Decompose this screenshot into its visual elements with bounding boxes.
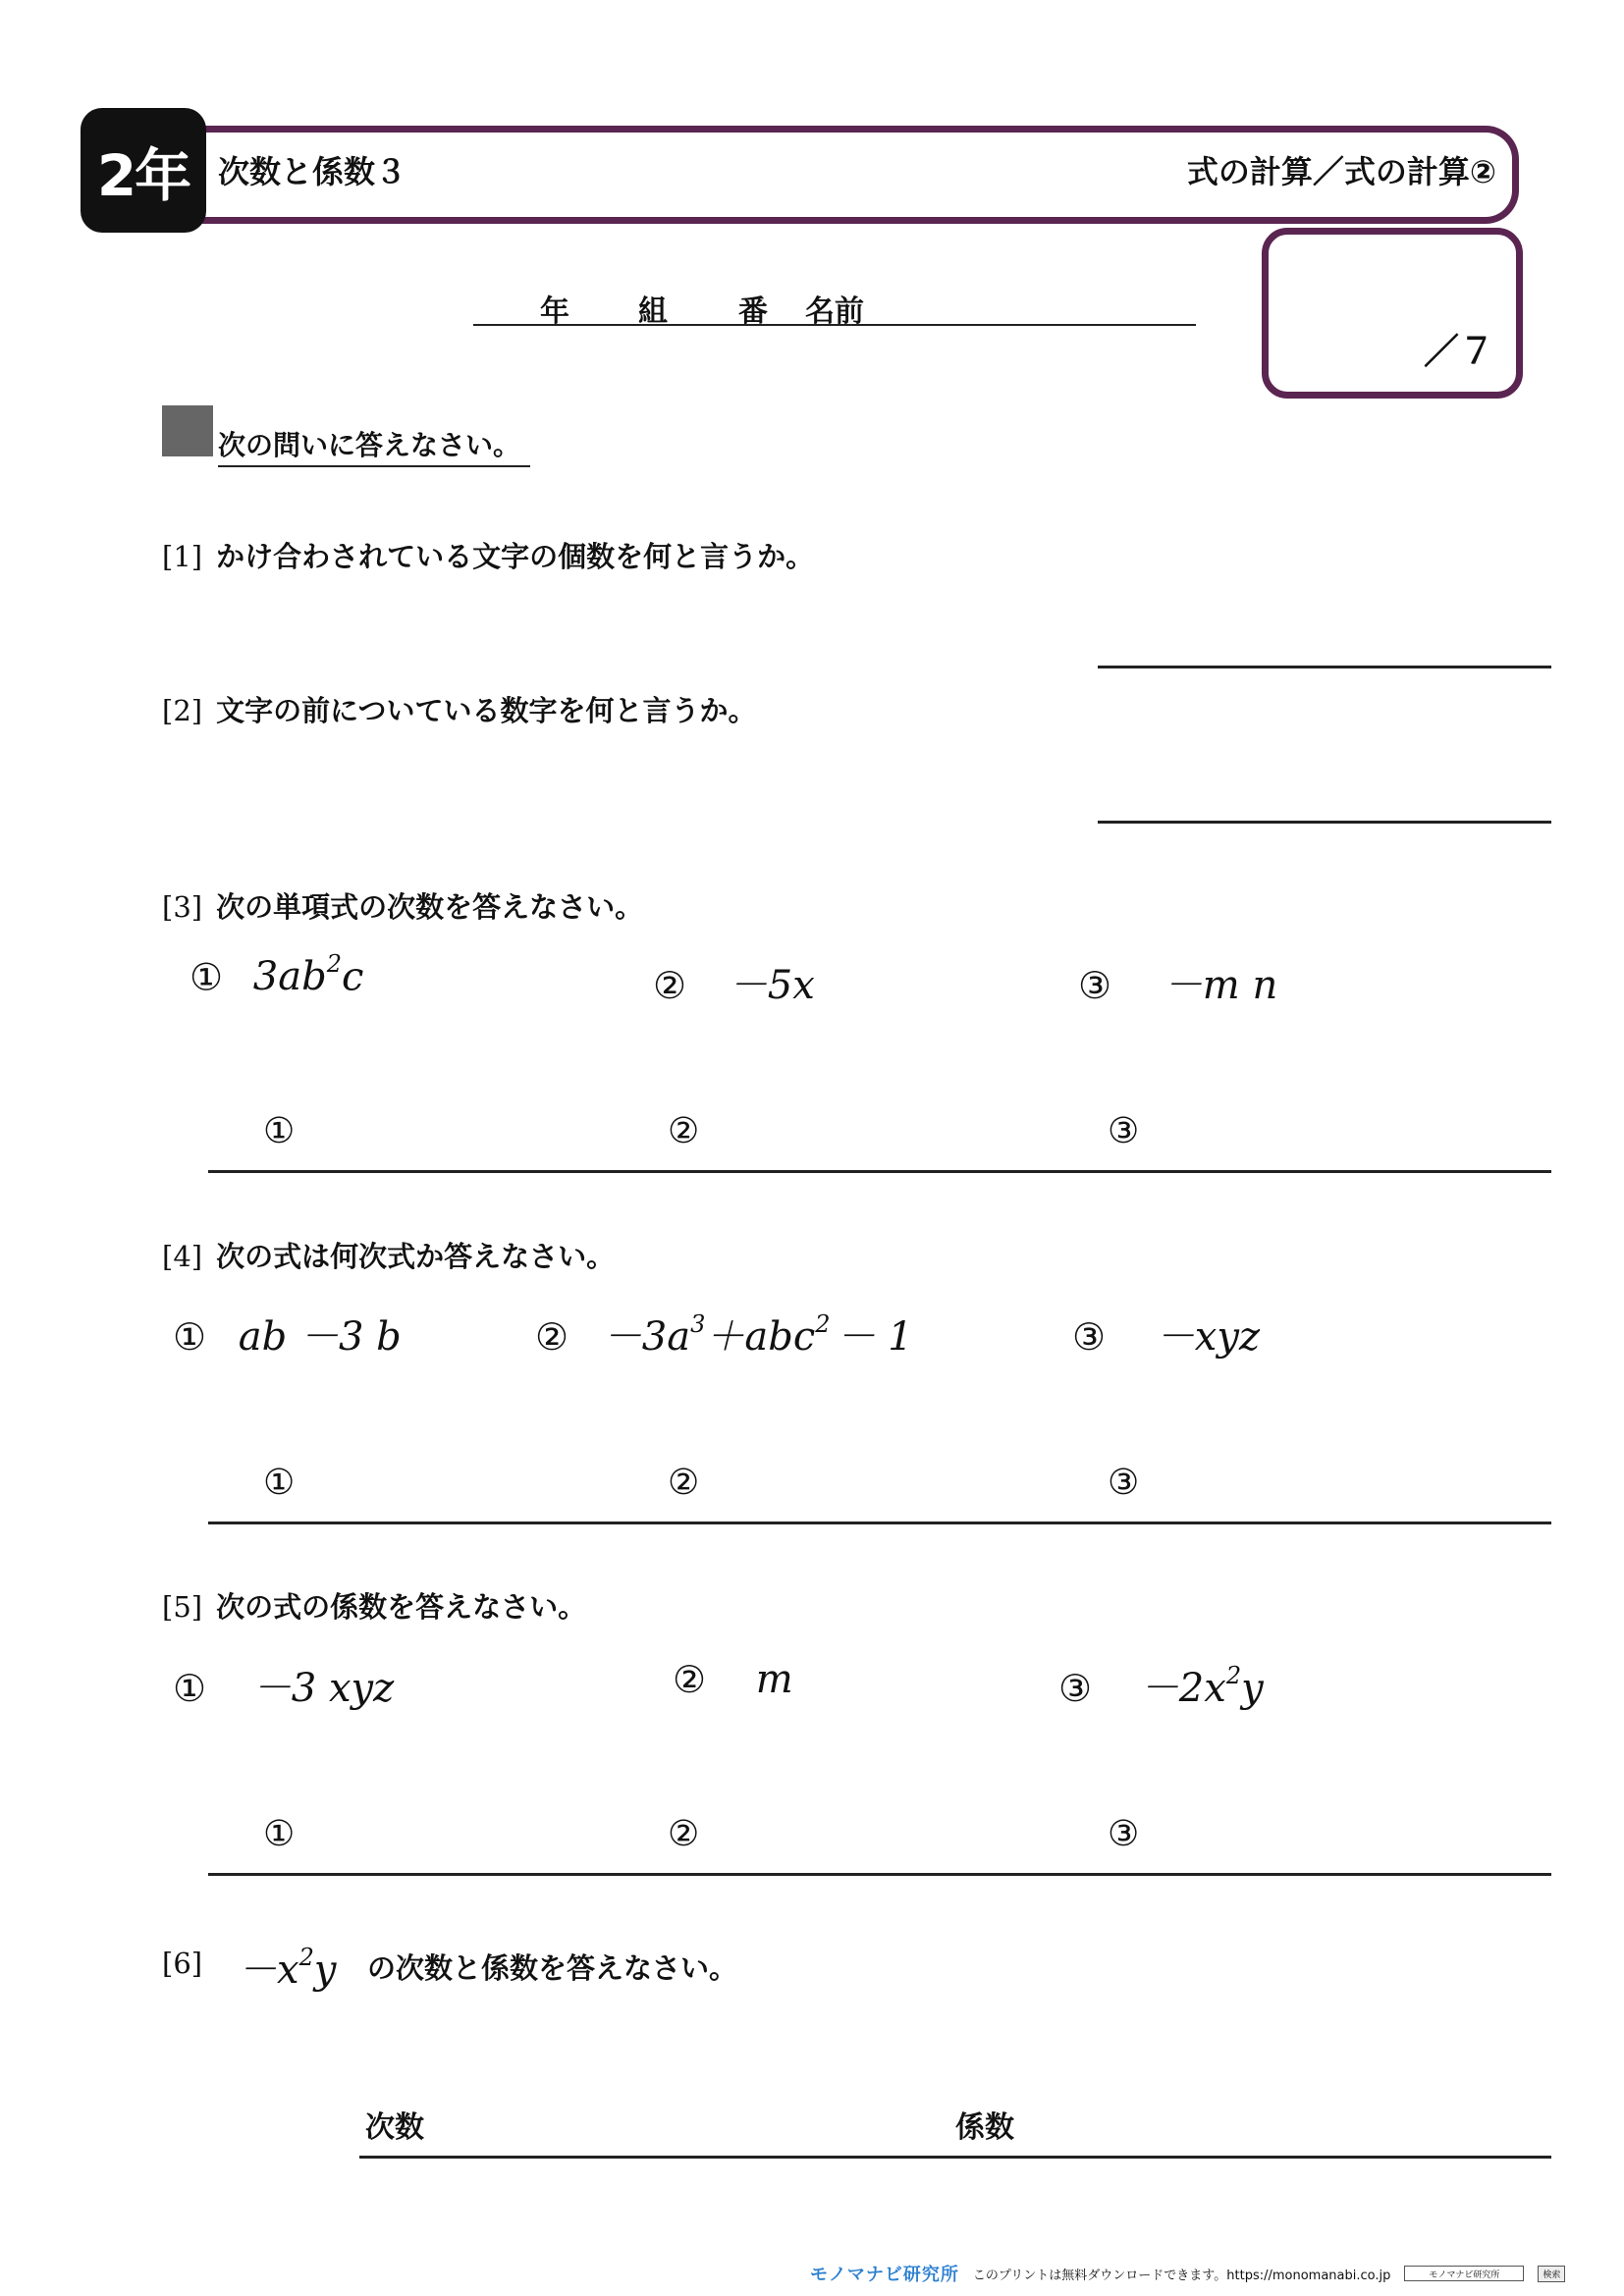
expression-3-2: ② －5x [653, 963, 815, 1008]
answer-label-5-2: ② [668, 1814, 700, 1854]
question-5 [162, 1585, 586, 1626]
name-line [473, 285, 1196, 329]
expression-6: $-x^2y$ [238, 1943, 337, 1993]
question-6 [162, 1947, 216, 1980]
footer-text[interactable]: このプリントは無料ダウンロードできます。https://monomanabi.co.jp [972, 2268, 1391, 2283]
answer-line-3[interactable] [208, 1170, 1551, 1173]
question-number: [6] [162, 1947, 203, 1980]
question-number: [4] [162, 1240, 203, 1273]
question-6-text: の次数と係数を答えなさい。 [367, 1951, 738, 1985]
grade-label: 2年 [96, 141, 190, 209]
expression-5-3: ③ $-2x^2y$ [1058, 1661, 1264, 1711]
answer-label-3-2: ② [668, 1111, 700, 1151]
answer-label-5-1: ① [263, 1814, 296, 1854]
footer [810, 2261, 1565, 2286]
instruction-marker [162, 405, 213, 456]
expression-4-3: ③ －xyz [1072, 1314, 1261, 1360]
answer-line-6[interactable] [359, 2156, 1551, 2159]
answer-label-5-3: ③ [1108, 1814, 1140, 1854]
score-box [1262, 228, 1523, 399]
class-label: 組 [638, 294, 668, 329]
answer-label-3-1: ① [263, 1111, 296, 1151]
answer-line-5[interactable] [208, 1873, 1551, 1876]
question-3 [162, 885, 643, 926]
search-button[interactable]: 検索 [1538, 2266, 1565, 2282]
search-input[interactable]: モノマナビ研究所 [1404, 2266, 1524, 2281]
question-2 [162, 689, 757, 729]
answer-label-4-3: ③ [1108, 1463, 1140, 1503]
expression-4-2: ② $-3a^3+abc^2 - 1$ [535, 1309, 913, 1360]
degree-label: 次数 [365, 2110, 424, 2145]
question-text: 次の式の係数を答えなさい。 [216, 1590, 587, 1624]
question-text: かけ合わされている文字の個数を何と言うか。 [216, 540, 815, 573]
answer-label-3-3: ③ [1108, 1111, 1140, 1151]
expression-5-1: ① －3 xyz [173, 1666, 395, 1711]
question-1 [162, 535, 814, 575]
answer-line-2[interactable] [1098, 821, 1551, 824]
score-total: ／７ [1423, 332, 1494, 372]
year-label: 年 [540, 294, 569, 329]
question-text: 文字の前についている数字を何と言うか。 [216, 694, 757, 727]
expression-4-1: ① ab －3 b [173, 1314, 402, 1360]
unit-title: 式の計算／式の計算② [1186, 153, 1496, 190]
publisher-logo: モノマナビ研究所 [810, 2265, 959, 2285]
answer-line-4[interactable] [208, 1522, 1551, 1524]
number-label: 番 [738, 294, 768, 329]
answer-label-4-2: ② [668, 1463, 700, 1503]
question-text: 次の単項式の次数を答えなさい。 [216, 890, 644, 924]
grade-badge [81, 108, 206, 233]
question-text: 次の式は何次式か答えなさい。 [216, 1240, 616, 1273]
instruction-text: 次の問いに答えなさい。 [218, 424, 530, 467]
question-number: [2] [162, 694, 203, 727]
expression-3-1: ① $3ab^2c$ [189, 950, 364, 1000]
name-label: 名前 [805, 294, 864, 329]
question-number: [3] [162, 890, 203, 924]
expression-5-2: ② m [673, 1657, 793, 1702]
worksheet-title: 次数と係数３ [218, 153, 407, 190]
question-number: [1] [162, 540, 203, 573]
coefficient-label: 係数 [955, 2110, 1014, 2145]
answer-line-1[interactable] [1098, 666, 1551, 668]
expression-3-3: ③ －m n [1078, 963, 1278, 1008]
question-4 [162, 1235, 615, 1275]
answer-label-4-1: ① [263, 1463, 296, 1503]
question-number: [5] [162, 1590, 203, 1624]
